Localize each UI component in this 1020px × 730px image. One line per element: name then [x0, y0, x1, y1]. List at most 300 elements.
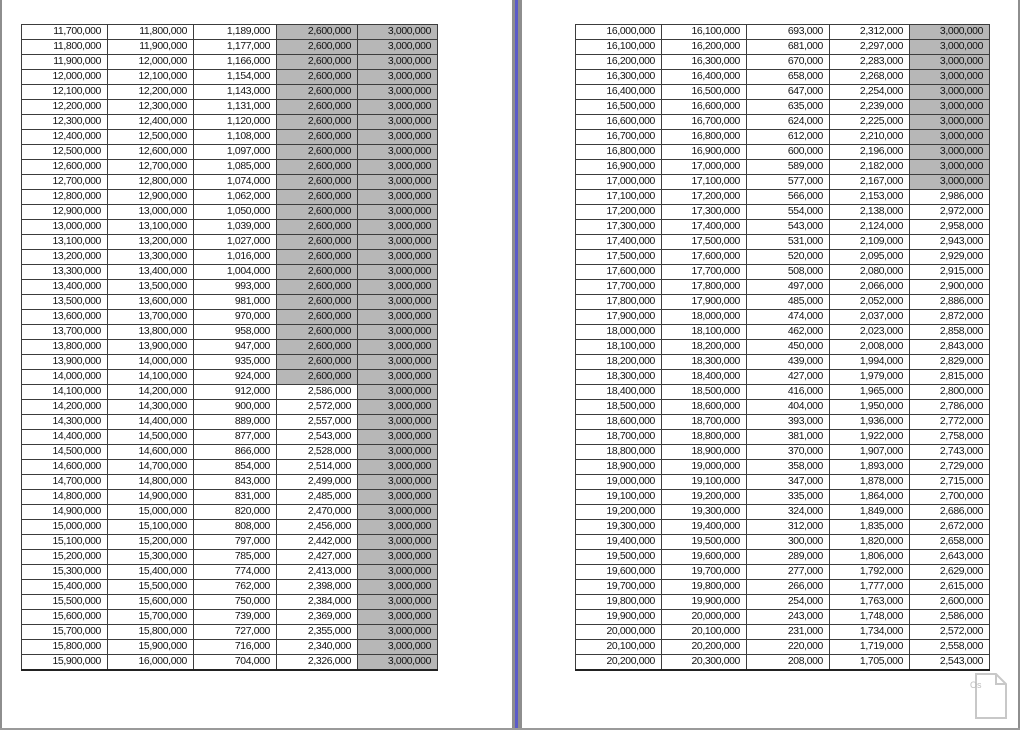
table-cell: 2,572,000 [910, 625, 990, 640]
table-cell: 404,000 [747, 400, 830, 415]
table-cell: 2,772,000 [910, 415, 990, 430]
table-cell: 2,225,000 [830, 115, 910, 130]
table-row [576, 40, 990, 55]
table-row [22, 460, 438, 475]
table-cell: 2,153,000 [830, 190, 910, 205]
table-cell: 2,743,000 [910, 445, 990, 460]
table-cell: 1,062,000 [194, 190, 277, 205]
table-cell: 912,000 [194, 385, 277, 400]
table-cell: 18,200,000 [662, 340, 747, 355]
table-cell: 17,000,000 [662, 160, 747, 175]
table-cell: 2,413,000 [277, 565, 358, 580]
table-cell: 12,200,000 [22, 100, 108, 115]
table-cell: 19,100,000 [662, 475, 747, 490]
table-cell: 16,800,000 [662, 130, 747, 145]
table-cell: 3,000,000 [358, 130, 438, 145]
table-cell: 958,000 [194, 325, 277, 340]
table-cell: 3,000,000 [358, 235, 438, 250]
table-row [22, 160, 438, 175]
table-cell: 15,000,000 [22, 520, 108, 535]
table-cell: 14,400,000 [108, 415, 194, 430]
table-row [576, 130, 990, 145]
table-cell: 1,849,000 [830, 505, 910, 520]
table-cell: 2,686,000 [910, 505, 990, 520]
table-row [22, 250, 438, 265]
table-cell: 289,000 [747, 550, 830, 565]
table-cell: 2,514,000 [277, 460, 358, 475]
table-cell: 2,558,000 [910, 640, 990, 655]
table-cell: 1,039,000 [194, 220, 277, 235]
table-cell: 2,900,000 [910, 280, 990, 295]
table-cell: 19,400,000 [576, 535, 662, 550]
table-cell: 3,000,000 [358, 400, 438, 415]
table-cell: 20,100,000 [662, 625, 747, 640]
table-cell: 3,000,000 [358, 355, 438, 370]
table-row [22, 145, 438, 160]
table-cell: 2,326,000 [277, 655, 358, 671]
table-cell: 877,000 [194, 430, 277, 445]
table-cell: 12,700,000 [22, 175, 108, 190]
table-cell: 2,600,000 [910, 595, 990, 610]
table-cell: 1,806,000 [830, 550, 910, 565]
table-cell: 3,000,000 [358, 370, 438, 385]
table-cell: 15,900,000 [22, 655, 108, 671]
table-cell: 1,922,000 [830, 430, 910, 445]
table-row [576, 205, 990, 220]
table-cell: 2,470,000 [277, 505, 358, 520]
table-cell: 2,972,000 [910, 205, 990, 220]
table-cell: 12,300,000 [108, 100, 194, 115]
table-cell: 15,200,000 [22, 550, 108, 565]
table-cell: 1,763,000 [830, 595, 910, 610]
table-row [22, 295, 438, 310]
table-row [576, 610, 990, 625]
table-cell: 3,000,000 [358, 550, 438, 565]
table-row [576, 280, 990, 295]
table-cell: 17,600,000 [662, 250, 747, 265]
table-cell: 2,167,000 [830, 175, 910, 190]
table-cell: 2,600,000 [277, 160, 358, 175]
table-cell: 15,300,000 [22, 565, 108, 580]
table-cell: 1,154,000 [194, 70, 277, 85]
table-row [576, 310, 990, 325]
table-cell: 935,000 [194, 355, 277, 370]
table-cell: 18,100,000 [662, 325, 747, 340]
table-cell: 220,000 [747, 640, 830, 655]
table-cell: 17,300,000 [662, 205, 747, 220]
table-cell: 2,586,000 [277, 385, 358, 400]
table-cell: 12,400,000 [108, 115, 194, 130]
table-cell: 3,000,000 [358, 505, 438, 520]
table-cell: 14,400,000 [22, 430, 108, 445]
table-cell: 16,700,000 [576, 130, 662, 145]
table-cell: 543,000 [747, 220, 830, 235]
table-row [22, 490, 438, 505]
table-cell: 3,000,000 [910, 145, 990, 160]
table-cell: 18,500,000 [662, 385, 747, 400]
table-cell: 1,950,000 [830, 400, 910, 415]
table-row [22, 640, 438, 655]
table-cell: 14,800,000 [108, 475, 194, 490]
table-cell: 2,886,000 [910, 295, 990, 310]
table-row [576, 655, 990, 671]
table-cell: 2,600,000 [277, 70, 358, 85]
table-row [576, 100, 990, 115]
table-row [576, 580, 990, 595]
table-row [576, 565, 990, 580]
table-cell: 2,572,000 [277, 400, 358, 415]
table-cell: 18,200,000 [576, 355, 662, 370]
table-cell: 970,000 [194, 310, 277, 325]
table-cell: 3,000,000 [358, 595, 438, 610]
table-cell: 716,000 [194, 640, 277, 655]
table-cell: 13,200,000 [108, 235, 194, 250]
table-row [576, 175, 990, 190]
table-cell: 19,100,000 [576, 490, 662, 505]
table-cell: 2,600,000 [277, 250, 358, 265]
table-row [22, 595, 438, 610]
table-cell: 13,700,000 [22, 325, 108, 340]
table-cell: 12,500,000 [22, 145, 108, 160]
table-cell: 2,384,000 [277, 595, 358, 610]
table-cell: 14,500,000 [108, 430, 194, 445]
table-cell: 15,000,000 [108, 505, 194, 520]
table-cell: 2,600,000 [277, 355, 358, 370]
table-cell: 2,600,000 [277, 370, 358, 385]
table-cell: 1,108,000 [194, 130, 277, 145]
table-cell: 3,000,000 [358, 145, 438, 160]
table-cell: 2,986,000 [910, 190, 990, 205]
table-cell: 15,900,000 [108, 640, 194, 655]
table-cell: 2,138,000 [830, 205, 910, 220]
table-row [22, 175, 438, 190]
table-cell: 18,000,000 [662, 310, 747, 325]
table-cell: 3,000,000 [358, 265, 438, 280]
table-cell: 15,600,000 [22, 610, 108, 625]
table-cell: 312,000 [747, 520, 830, 535]
table-cell: 2,600,000 [277, 175, 358, 190]
table-cell: 2,600,000 [277, 145, 358, 160]
table-cell: 20,300,000 [662, 655, 747, 671]
table-cell: 243,000 [747, 610, 830, 625]
table-cell: 13,300,000 [108, 250, 194, 265]
table-cell: 600,000 [747, 145, 830, 160]
table-cell: 2,254,000 [830, 85, 910, 100]
table-cell: 16,200,000 [576, 55, 662, 70]
table-cell: 13,300,000 [22, 265, 108, 280]
table-cell: 16,200,000 [662, 40, 747, 55]
table-cell: 2,600,000 [277, 205, 358, 220]
table-row [576, 355, 990, 370]
table-left-body [22, 25, 438, 671]
table-row [576, 295, 990, 310]
table-cell: 12,400,000 [22, 130, 108, 145]
page-right [522, 0, 1018, 728]
table-cell: 3,000,000 [358, 415, 438, 430]
table-row [576, 55, 990, 70]
table-cell: 15,400,000 [108, 565, 194, 580]
table-cell: 3,000,000 [358, 430, 438, 445]
table-cell: 12,500,000 [108, 130, 194, 145]
table-row [22, 475, 438, 490]
table-cell: 554,000 [747, 205, 830, 220]
table-cell: 11,900,000 [108, 40, 194, 55]
table-cell: 1,143,000 [194, 85, 277, 100]
table-row [576, 145, 990, 160]
table-row [576, 340, 990, 355]
table-cell: 16,000,000 [108, 655, 194, 671]
table-left [21, 24, 438, 671]
table-cell: 2,312,000 [830, 25, 910, 40]
table-cell: 1,878,000 [830, 475, 910, 490]
table-row [576, 25, 990, 40]
table-cell: 2,600,000 [277, 130, 358, 145]
table-cell: 2,340,000 [277, 640, 358, 655]
table-cell: 1,994,000 [830, 355, 910, 370]
table-cell: 658,000 [747, 70, 830, 85]
table-cell: 18,800,000 [662, 430, 747, 445]
table-cell: 947,000 [194, 340, 277, 355]
table-cell: 381,000 [747, 430, 830, 445]
table-cell: 2,600,000 [277, 310, 358, 325]
table-cell: 13,900,000 [108, 340, 194, 355]
table-cell: 3,000,000 [358, 280, 438, 295]
table-row [22, 610, 438, 625]
table-cell: 3,000,000 [358, 205, 438, 220]
table-cell: 16,300,000 [576, 70, 662, 85]
table-cell: 2,800,000 [910, 385, 990, 400]
table-cell: 589,000 [747, 160, 830, 175]
table-cell: 1,189,000 [194, 25, 277, 40]
table-cell: 18,300,000 [662, 355, 747, 370]
table-cell: 3,000,000 [358, 85, 438, 100]
table-cell: 3,000,000 [358, 220, 438, 235]
table-cell: 1,027,000 [194, 235, 277, 250]
table-cell: 3,000,000 [358, 565, 438, 580]
table-cell: 19,900,000 [662, 595, 747, 610]
table-cell: 14,900,000 [108, 490, 194, 505]
table-cell: 19,600,000 [662, 550, 747, 565]
table-row [22, 25, 438, 40]
table-row [22, 115, 438, 130]
table-cell: 1,004,000 [194, 265, 277, 280]
table-cell: 12,900,000 [108, 190, 194, 205]
table-cell: 3,000,000 [358, 460, 438, 475]
table-cell: 3,000,000 [910, 175, 990, 190]
table-cell: 566,000 [747, 190, 830, 205]
table-cell: 2,023,000 [830, 325, 910, 340]
table-cell: 13,500,000 [108, 280, 194, 295]
table-cell: 15,700,000 [22, 625, 108, 640]
table-cell: 370,000 [747, 445, 830, 460]
table-cell: 19,900,000 [576, 610, 662, 625]
table-cell: 2,600,000 [277, 265, 358, 280]
table-cell: 2,600,000 [277, 190, 358, 205]
table-cell: 3,000,000 [358, 625, 438, 640]
table-cell: 11,800,000 [22, 40, 108, 55]
table-cell: 681,000 [747, 40, 830, 55]
table-cell: 474,000 [747, 310, 830, 325]
table-cell: 577,000 [747, 175, 830, 190]
table-cell: 13,900,000 [22, 355, 108, 370]
table-cell: 1,074,000 [194, 175, 277, 190]
table-row [576, 415, 990, 430]
table-cell: 18,600,000 [576, 415, 662, 430]
table-cell: 2,109,000 [830, 235, 910, 250]
table-cell: 300,000 [747, 535, 830, 550]
table-cell: 924,000 [194, 370, 277, 385]
table-cell: 785,000 [194, 550, 277, 565]
table-row [22, 130, 438, 145]
table-row [576, 595, 990, 610]
table-cell: 15,100,000 [108, 520, 194, 535]
table-cell: 2,958,000 [910, 220, 990, 235]
table-cell: 12,300,000 [22, 115, 108, 130]
table-cell: 900,000 [194, 400, 277, 415]
table-cell: 2,427,000 [277, 550, 358, 565]
table-cell: 17,400,000 [576, 235, 662, 250]
table-cell: 18,000,000 [576, 325, 662, 340]
table-cell: 16,500,000 [576, 100, 662, 115]
table-row [22, 655, 438, 671]
table-cell: 14,000,000 [22, 370, 108, 385]
table-cell: 17,000,000 [576, 175, 662, 190]
table-cell: 12,800,000 [22, 190, 108, 205]
table-cell: 1,979,000 [830, 370, 910, 385]
table-cell: 3,000,000 [358, 325, 438, 340]
table-cell: 485,000 [747, 295, 830, 310]
table-row [576, 430, 990, 445]
table-cell: 16,800,000 [576, 145, 662, 160]
table-cell: 14,300,000 [22, 415, 108, 430]
table-cell: 808,000 [194, 520, 277, 535]
table-cell: 2,586,000 [910, 610, 990, 625]
table-cell: 19,200,000 [576, 505, 662, 520]
table-row [576, 115, 990, 130]
table-cell: 1,777,000 [830, 580, 910, 595]
table-cell: 3,000,000 [358, 385, 438, 400]
table-cell: 12,900,000 [22, 205, 108, 220]
table-cell: 13,200,000 [22, 250, 108, 265]
table-row [22, 190, 438, 205]
table-cell: 17,700,000 [576, 280, 662, 295]
table-cell: 1,820,000 [830, 535, 910, 550]
table-cell: 12,800,000 [108, 175, 194, 190]
table-cell: 19,400,000 [662, 520, 747, 535]
table-row [22, 580, 438, 595]
table-cell: 13,600,000 [22, 310, 108, 325]
table-cell: 20,000,000 [662, 610, 747, 625]
table-cell: 670,000 [747, 55, 830, 70]
table-cell: 16,700,000 [662, 115, 747, 130]
table-cell: 2,066,000 [830, 280, 910, 295]
table-row [576, 250, 990, 265]
table-cell: 2,283,000 [830, 55, 910, 70]
table-cell: 2,355,000 [277, 625, 358, 640]
table-row [22, 235, 438, 250]
table-cell: 1,792,000 [830, 565, 910, 580]
table-cell: 2,843,000 [910, 340, 990, 355]
table-row [576, 625, 990, 640]
table-cell: 11,800,000 [108, 25, 194, 40]
table-cell: 1,177,000 [194, 40, 277, 55]
table-cell: 750,000 [194, 595, 277, 610]
table-row [576, 400, 990, 415]
table-cell: 14,000,000 [108, 355, 194, 370]
table-row [22, 445, 438, 460]
table-row [576, 550, 990, 565]
table-row [576, 460, 990, 475]
table-row [22, 220, 438, 235]
table-cell: 3,000,000 [910, 55, 990, 70]
table-cell: 14,800,000 [22, 490, 108, 505]
table-cell: 2,268,000 [830, 70, 910, 85]
table-row [22, 100, 438, 115]
table-cell: 3,000,000 [358, 175, 438, 190]
table-cell: 19,800,000 [662, 580, 747, 595]
table-row [22, 70, 438, 85]
table-row [576, 85, 990, 100]
table-cell: 393,000 [747, 415, 830, 430]
table-cell: 335,000 [747, 490, 830, 505]
table-cell: 508,000 [747, 265, 830, 280]
table-cell: 3,000,000 [358, 340, 438, 355]
table-row [576, 220, 990, 235]
table-cell: 208,000 [747, 655, 830, 671]
table-cell: 450,000 [747, 340, 830, 355]
table-cell: 2,095,000 [830, 250, 910, 265]
table-row [22, 340, 438, 355]
table-cell: 2,700,000 [910, 490, 990, 505]
table-cell: 3,000,000 [910, 100, 990, 115]
table-cell: 14,600,000 [108, 445, 194, 460]
table-cell: 12,200,000 [108, 85, 194, 100]
table-row [576, 265, 990, 280]
table-cell: 843,000 [194, 475, 277, 490]
table-row [22, 415, 438, 430]
table-cell: 3,000,000 [358, 100, 438, 115]
table-row [22, 280, 438, 295]
table-cell: 13,100,000 [22, 235, 108, 250]
table-cell: 18,900,000 [576, 460, 662, 475]
table-cell: 2,600,000 [277, 115, 358, 130]
table-cell: 13,500,000 [22, 295, 108, 310]
table-cell: 277,000 [747, 565, 830, 580]
table-cell: 647,000 [747, 85, 830, 100]
table-cell: 2,600,000 [277, 295, 358, 310]
table-cell: 17,400,000 [662, 220, 747, 235]
table-cell: 16,600,000 [576, 115, 662, 130]
table-cell: 18,900,000 [662, 445, 747, 460]
table-cell: 324,000 [747, 505, 830, 520]
table-cell: 13,700,000 [108, 310, 194, 325]
table-cell: 1,719,000 [830, 640, 910, 655]
table-cell: 15,800,000 [22, 640, 108, 655]
table-cell: 20,100,000 [576, 640, 662, 655]
table-cell: 3,000,000 [910, 85, 990, 100]
table-row [576, 505, 990, 520]
table-cell: 12,700,000 [108, 160, 194, 175]
table-cell: 2,037,000 [830, 310, 910, 325]
table-cell: 17,800,000 [662, 280, 747, 295]
table-cell: 3,000,000 [358, 490, 438, 505]
table-cell: 1,734,000 [830, 625, 910, 640]
table-right-body [576, 25, 990, 671]
table-cell: 2,600,000 [277, 340, 358, 355]
table-cell: 2,672,000 [910, 520, 990, 535]
table-cell: 19,800,000 [576, 595, 662, 610]
table-cell: 13,800,000 [108, 325, 194, 340]
